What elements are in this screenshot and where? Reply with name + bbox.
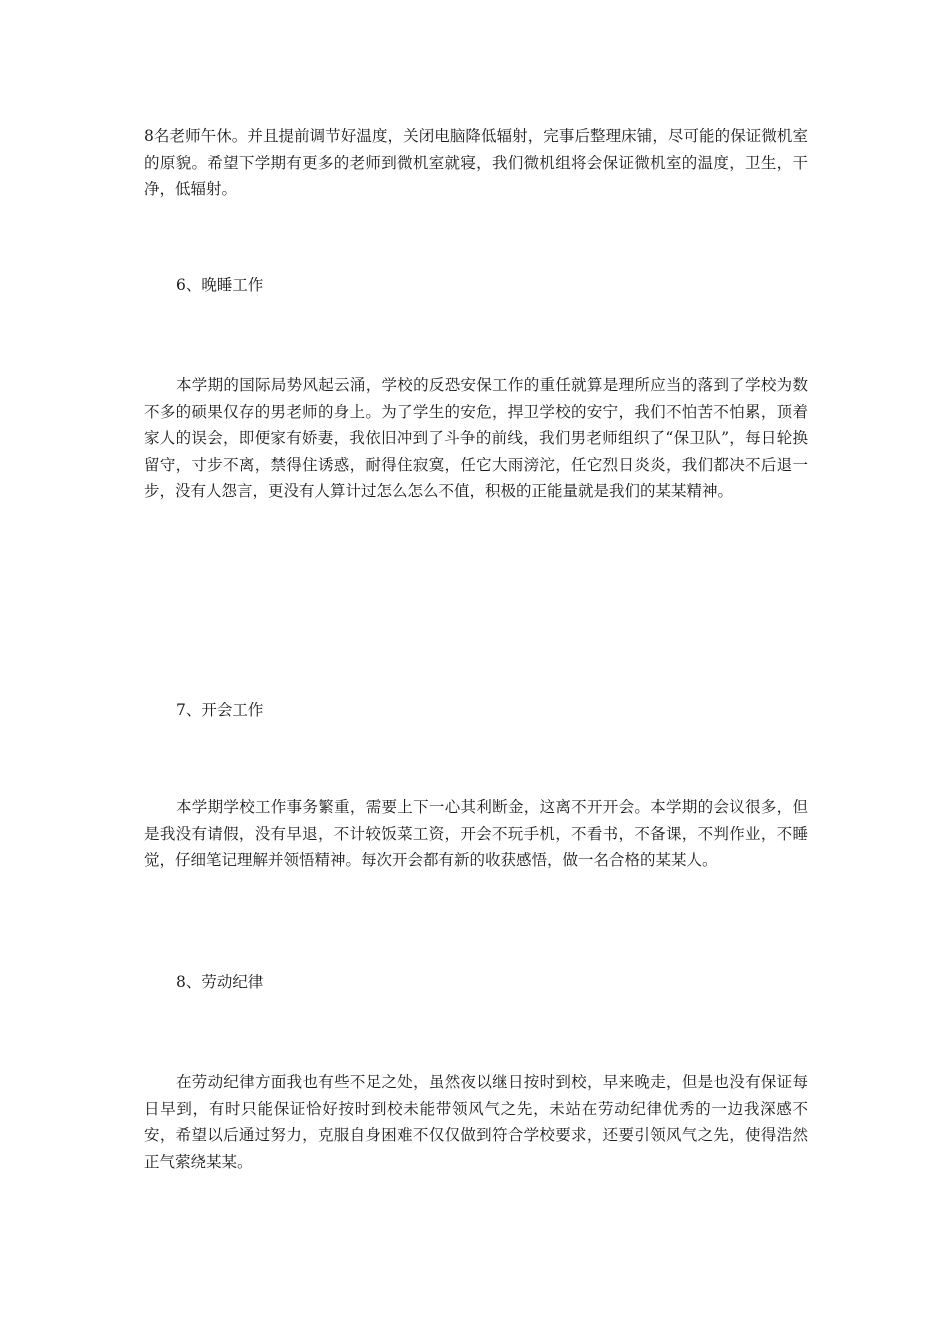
section-heading-7: 7、开会工作 — [176, 701, 264, 719]
paragraph-section-7: 本学期学校工作事务繁重，需要上下一心其利断金，这离不开开会。本学期的会议很多，但是我没有请假，没有早退，不计较饭菜工资，开会不玩手机，不看书，不备课，不判作业，不睡觉，仔细笔记理解并领悟精神。每次开会都有新的收获感悟，做一名合格的某某人。 — [144, 798, 808, 869]
paragraph-section-6: 本学期的国际局势风起云涌，学校的反恐安保工作的重任就算是理所应当的落到了学校为数不多的硕果仅存的男老师的身上。为了学生的安危，捍卫学校的安宁，我们不怕苦不怕累，顶着家人的误会，即便家有娇妻，我依旧冲到了斗争的前线，我们男老师组织了“保卫队”，每日轮换留守，寸步不离，禁得住诱惑，耐得住寂寞，任它大雨滂沱，任它烈日炎炎，我们都决不后退一步，没有人怨言，更没有人算计过怎么怎么不值，积极的正能量就是我们的某某精神。 — [144, 376, 808, 500]
section-heading-6: 6、晚睡工作 — [176, 276, 264, 294]
paragraph-section-8: 在劳动纪律方面我也有些不足之处，虽然夜以继日按时到校，早来晚走，但是也没有保证每日早到，有时只能保证恰好按时到校未能带领风气之先，未站在劳动纪律优秀的一边我深感不安，希望以后通过努力，克服自身困难不仅仅做到符合学校要求，还要引领风气之先，使得浩然正气萦绕某某。 — [144, 1073, 808, 1171]
paragraph-intro: 8名老师午休。并且提前调节好温度，关闭电脑降低辐射，完事后整理床铺，尽可能的保证微机室的原貌。希望下学期有更多的老师到微机室就寝，我们微机组将会保证微机室的温度，卫生，干净，低辐射。 — [144, 127, 808, 198]
section-heading-8: 8、劳动纪律 — [176, 973, 264, 991]
